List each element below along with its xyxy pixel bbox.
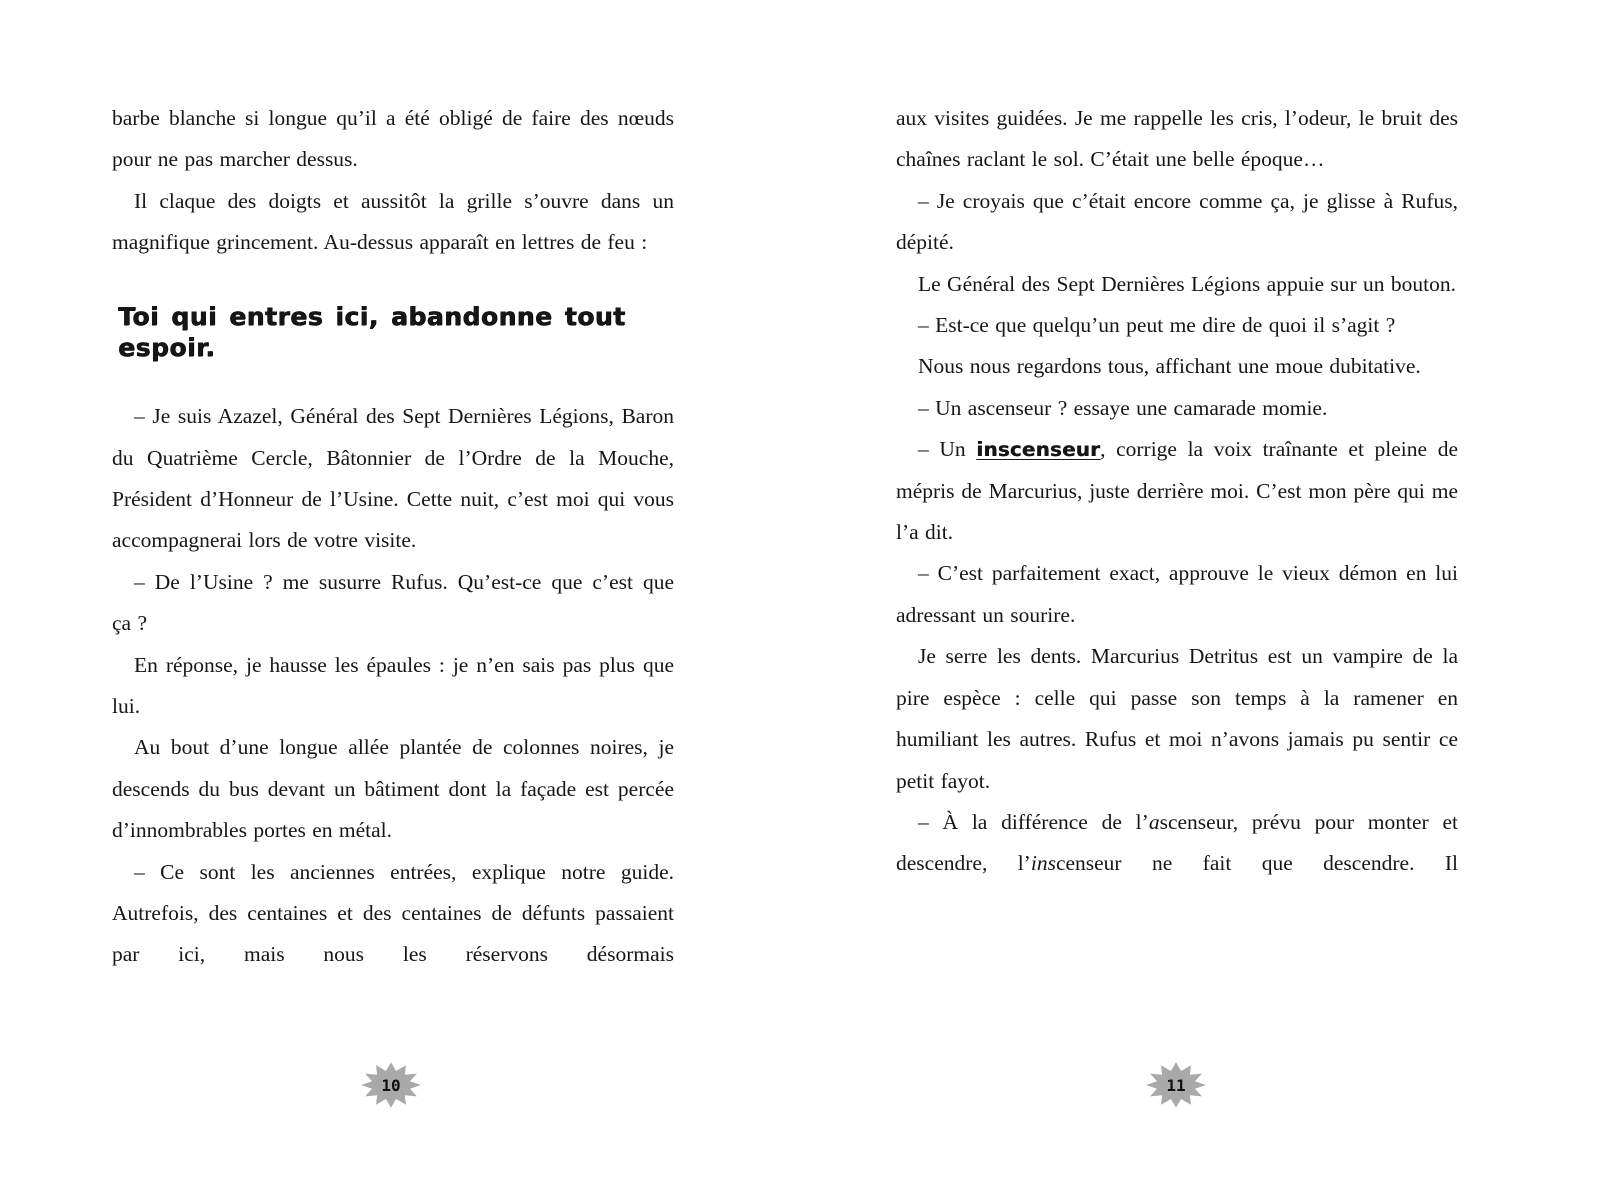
text-segment: – Ce sont les anciennes entrées, explique notre guide. Autrefois, des centaines et des centaines de défunts passaient par ici, mais nous les réservons désormais	[112, 859, 674, 967]
text-segment: Nous nous regardons tous, affichant une moue dubitative.	[918, 354, 1421, 379]
paragraph	[112, 396, 674, 562]
paragraph	[896, 553, 1458, 636]
text-segment: – De l’Usine ? me susurre Rufus. Qu’est-ce que c’est que ça ?	[112, 569, 674, 636]
paragraph	[896, 181, 1458, 264]
paragraph	[896, 636, 1458, 802]
text-segment: – Un	[918, 437, 977, 462]
italic-text: a	[1148, 809, 1160, 834]
text-segment: scenseur, prévu pour monter et descendre, l’	[896, 809, 1458, 876]
text-segment: – Est-ce que quelqu’un peut me dire de quoi il s’agit ?	[918, 313, 1396, 338]
text-segment: – À la différence de l’	[918, 809, 1149, 834]
paragraph	[112, 181, 674, 264]
paragraph	[112, 562, 674, 645]
text-segment: barbe blanche si longue qu’il a été obligé de faire des nœuds pour ne pas marcher dessus.	[112, 106, 674, 172]
page-number: 10	[381, 1075, 401, 1095]
text-segment: – Un ascenseur ? essaye une camarade momie.	[918, 395, 1328, 420]
page-10	[112, 98, 674, 976]
text-segment: – C’est parfaitement exact, approuve le vieux démon en lui adressant un sourire.	[896, 561, 1458, 627]
text-segment: – Je suis Azazel, Général des Sept Dernières Légions, Baron du Quatrième Cercle, Bâtonnier de l’Ordre de la Mouche, Président d’Honneur de l’Usine. Cette nuit, c’est moi qui vous accompagnerai lors de votre visite.	[112, 404, 674, 553]
paragraph	[896, 305, 1458, 346]
page-number: 11	[1166, 1075, 1186, 1095]
page-number-badge-left	[360, 1060, 422, 1110]
paragraph	[112, 727, 674, 851]
paragraph	[896, 98, 1458, 181]
paragraph	[896, 264, 1458, 305]
paragraph	[896, 388, 1458, 429]
paragraph	[112, 98, 674, 181]
paragraph	[112, 852, 674, 976]
paragraph	[896, 429, 1458, 553]
page-number-badge-right	[1145, 1060, 1207, 1110]
text-segment: Je serre les dents. Marcurius Detritus est un vampire de la pire espèce : celle qui passe son temps à la ramener en humiliant les autres. Rufus et moi n’avons jamais pu sentir ce petit fayot.	[896, 644, 1458, 793]
text-segment: Il claque des doigts et aussitôt la grille s’ouvre dans un magnifique grincement. Au-dessus apparaît en lettres de feu :	[112, 188, 674, 255]
text-segment: Le Général des Sept Dernières Légions appuie sur un bouton.	[918, 271, 1456, 296]
paragraph	[112, 645, 674, 728]
text-segment: – Je croyais que c’était encore comme ça, je glisse à Rufus, dépité.	[896, 188, 1458, 255]
paragraph	[896, 346, 1458, 387]
text-column-left	[112, 98, 674, 976]
text-column-right	[896, 98, 1458, 885]
italic-text: ins	[1030, 851, 1056, 876]
paragraph	[896, 802, 1458, 885]
spooky-heading	[118, 301, 674, 364]
text-segment: En réponse, je hausse les épaules : je n’en sais pas plus que lui.	[112, 652, 674, 718]
page-11	[896, 98, 1458, 885]
text-segment: censeur ne fait que descendre. Il	[1055, 851, 1458, 876]
text-segment: Toi qui entres ici, abandonne tout espoir.	[118, 301, 626, 362]
text-segment: Au bout d’une longue allée plantée de colonnes noires, je descends du bus devant un bâtiment dont la façade est percée d’innombrables portes en métal.	[112, 735, 674, 843]
text-segment: aux visites guidées. Je me rappelle les cris, l’odeur, le bruit des chaînes raclant le sol. C’était une belle époque…	[896, 106, 1458, 172]
spooky-word: inscenseur	[976, 438, 1101, 462]
text-segment: , corrige la voix traînante et pleine de mépris de Marcurius, juste derrière moi. C’est mon père qui me l’a dit.	[896, 437, 1458, 545]
